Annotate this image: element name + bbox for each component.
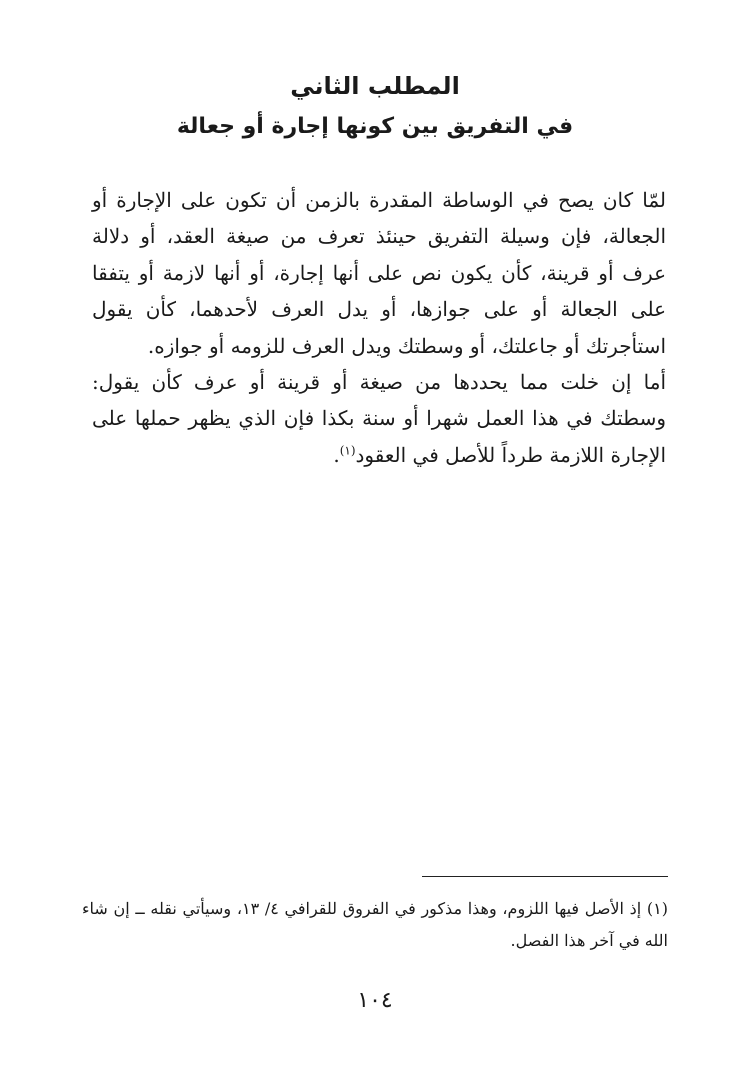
footnote-item: (١) إذ الأصل فيها اللزوم، وهذا مذكور في الفروق للقرافي ٤/ ١٣، وسيأتي نقله ــ إن شاء الله في آخر هذا الفصل. (82, 899, 669, 950)
section-subtitle: في التفريق بين كونها إجارة أو جعالة (176, 114, 574, 139)
footnotes (82, 893, 668, 957)
paragraph-text: أما إن خلت مما يحددها من صيغة أو قرينة أو عرف كأن يقول: وسطتك في هذا العمل شهرا أو سنة بكذا فإن الذي يظهر حملها على الإجارة اللازمة طرداً للأصل في العقود (92, 370, 666, 467)
main-text (92, 182, 666, 473)
footnote-divider (422, 876, 668, 877)
section-title: المطلب الثاني (290, 72, 460, 100)
footnote-reference[interactable]: (١) (339, 443, 356, 458)
paragraph: لمّا كان يصح في الوساطة المقدرة بالزمن أن تكون على الإجارة أو الجعالة، فإن وسيلة التفريق حينئذ تعرف من صيغة العقد، أو دلالة عرف أو قرينة، كأن يكون نص على أنها إجارة، أو أنها لازمة أو يتفقا على الجعالة أو على جوازها، أو يدل العرف لأحدهما، كأن يقول استأجرتك أو جاعلتك، أو وسطتك ويدل العرف للزومه أو جوازه. (92, 188, 666, 358)
paragraph: أما إن خلت مما يحددها من صيغة أو قرينة أو عرف كأن يقول: وسطتك في هذا العمل شهرا أو سنة بكذا فإن الذي يظهر حملها على الإجارة اللازمة طرداً للأصل في العقود$^{(١)}$. (92, 370, 666, 467)
page-number: ١٠٤ (357, 988, 393, 1013)
